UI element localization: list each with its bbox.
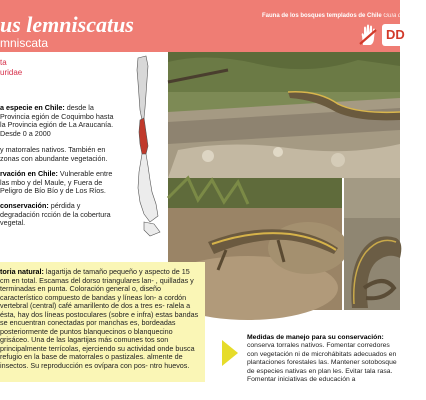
habitat-section (0, 146, 120, 163)
common-name: mniscata (0, 36, 49, 50)
conservation-status-text: Vulnerable entre las mbo y del Maule, y Fuera de Peligro de Bío Bío y de Los Ríos. (0, 169, 113, 196)
conservation-status-label: rvación en Chile: (0, 169, 58, 178)
management-label: Medidas de manejo para su conservación: (247, 334, 384, 341)
chile-range-map (120, 52, 168, 242)
header-bar (0, 0, 426, 52)
natural-history-section (0, 268, 200, 370)
guide-subtitle: Guía de Campo (383, 13, 426, 19)
taxon-family: uridae (0, 68, 23, 77)
threats-label: conservación: (0, 201, 49, 210)
threats-text: pérdida y degradación rcción de la cobertura vegetal. (0, 201, 111, 228)
taxon-order: ta (0, 58, 7, 67)
photo-lizard-on-rock (168, 52, 400, 178)
guide-title: Fauna de los bosques templados de Chile (262, 13, 382, 19)
status-badge: DD (382, 24, 408, 46)
photo-lizard-coiled (344, 178, 400, 310)
hand-icon (358, 24, 378, 46)
management-section (247, 334, 400, 384)
conservation-status-section (0, 170, 120, 196)
habitat-text: y matorrales nativos. También en zonas con abundante vegetación. (0, 145, 108, 163)
guide-caption (262, 13, 426, 19)
threats-section (0, 202, 120, 228)
natural-history-label: toria natural: (0, 267, 44, 276)
distribution-label: a especie en Chile: (0, 103, 65, 112)
scientific-name: us lemniscatus (0, 12, 134, 37)
management-text: conserva torrales nativos. Fomentar corredores con vegetación ni de microhábitats adecuados en plantaciones forestales las. Mantener sotobosque de especies nativas en plan les. Evitar tala rasa. Fomentar iniciativas de educación a (247, 342, 397, 384)
natural-history-text: lagartija de tamaño pequeño y aspecto de 15 cm en total. Escamas del dorso triangulares lan- , quilladas y terminadas en punta. Coloración general o, diseño característico compuesto de bandas y líneas lon- a cordón vertebral (central) café amarillento de dos a tres es- ralela a ésta, hay dos líneas postoculares (sobre e infra) estas bandas se encuentran conectadas por manchas es, bordeadas posteriormente de puntos blanquecinos o blanquecino grisáceo. Una de las lagartijas más comunes tos son principalmente terrícolas, ejerciendo su actividad onde busca refugio en la base de matorrales o pastizales. almente de insectos. Su reproducción es ovípara con pos- ntro huevos. (0, 267, 199, 370)
play-arrow-icon (222, 340, 238, 366)
distribution-text: desde la Provincia egión de Coquimbo hasta la Provincia egión de La Araucanía. Desde 0 a 2000 (0, 103, 114, 138)
distribution-section (0, 104, 120, 138)
